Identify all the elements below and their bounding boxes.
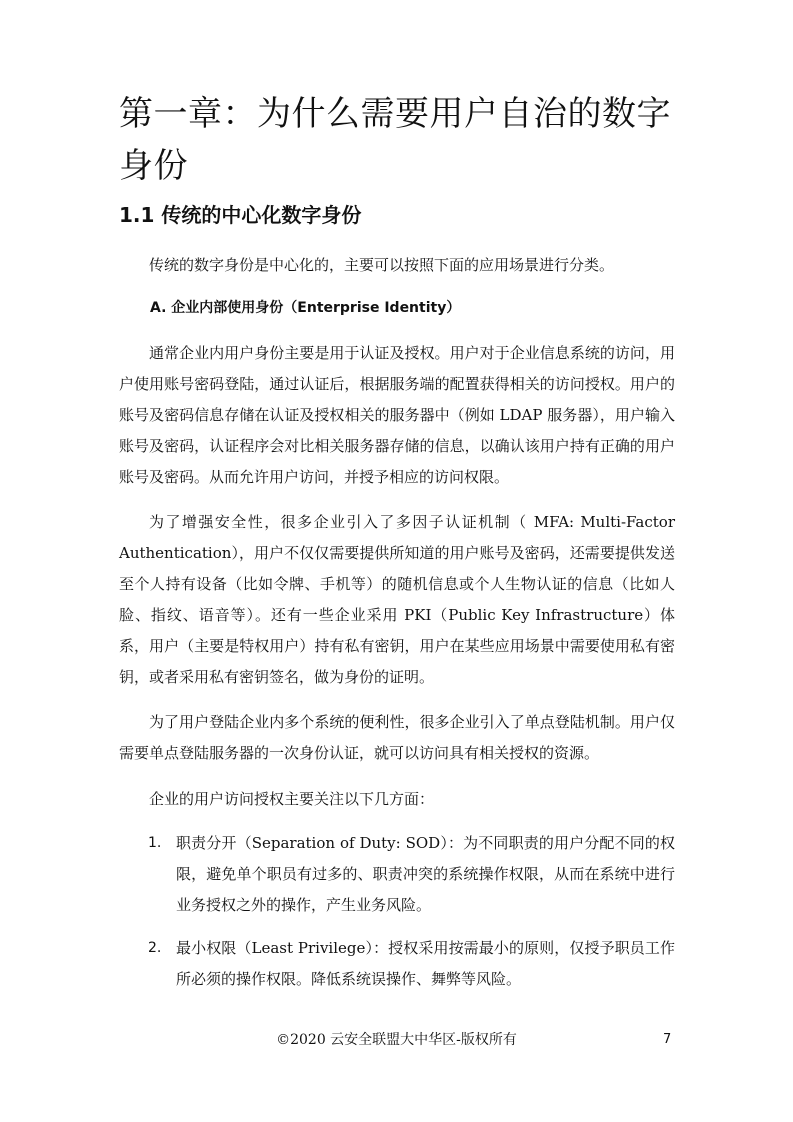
list-item — [148, 828, 675, 921]
paragraph-mfa: 为了增强安全性，很多企业引入了多因子认证机制（ MFA: Multi-Factor Authentication），用户不仅仅需要提供所知道的用户账号及密码，还需要提供发送至个人持有设备（比如令牌、手机等）的随机信息或个人生物认证的信息（比如人脸、指纹、语音等）。还有一些企业采用 PKI（Public Key Infrastructure）体系，用户（主要是特权用户）持有私有密钥，用户在某些应用场景中需要使用私有密钥，或者采用私有密钥签名，做为身份的证明。 — [119, 513, 675, 686]
paragraph-authorization-intro: 企业的用户访问授权主要关注以下几方面： — [149, 790, 435, 808]
subsection-heading: A. 企业内部使用身份（Enterprise Identity） — [150, 300, 461, 316]
section-title: 1.1 传统的中心化数字身份 — [119, 203, 362, 227]
list-item-text: 职责分开（Separation of Duty: SOD）：为不同职责的用户分配不同的权限，避免单个职员有过多的、职责冲突的系统操作权限，从而在系统中进行业务授权之外的操作，产生业务风险。 — [176, 834, 675, 914]
paragraph-sso: 为了用户登陆企业内多个系统的便利性，很多企业引入了单点登陆机制。用户仅需要单点登陆服务器的一次身份认证，就可以访问具有相关授权的资源。 — [119, 713, 675, 762]
list-item-number: 1. — [148, 835, 162, 851]
footer-copyright: ©2020 云安全联盟大中华区-版权所有 — [276, 1032, 517, 1048]
paragraph-authentication: 通常企业内用户身份主要是用于认证及授权。用户对于企业信息系统的访问，用户使用账号密码登陆，通过认证后，根据服务端的配置获得相关的访问授权。用户的账号及密码信息存储在认证及授权相关的服务器中（例如 LDAP 服务器），用户输入账号及密码，认证程序会对比相关服务器存储的信息，以确认该用户持有正确的用户账号及密码。从而允许用户访问，并授予相应的访问权限。 — [119, 344, 675, 486]
page-number: 7 — [663, 1032, 672, 1047]
chapter-title: 第一章：为什么需要用户自治的数字身份 — [119, 94, 671, 186]
list-item-number: 2. — [148, 940, 162, 956]
list-item — [148, 933, 675, 995]
list-item-text: 最小权限（Least Privilege）：授权采用按需最小的原则，仅授予职员工作所必须的操作权限。降低系统误操作、舞弊等风险。 — [176, 939, 675, 988]
intro-paragraph: 传统的数字身份是中心化的，主要可以按照下面的应用场景进行分类。 — [149, 256, 615, 274]
